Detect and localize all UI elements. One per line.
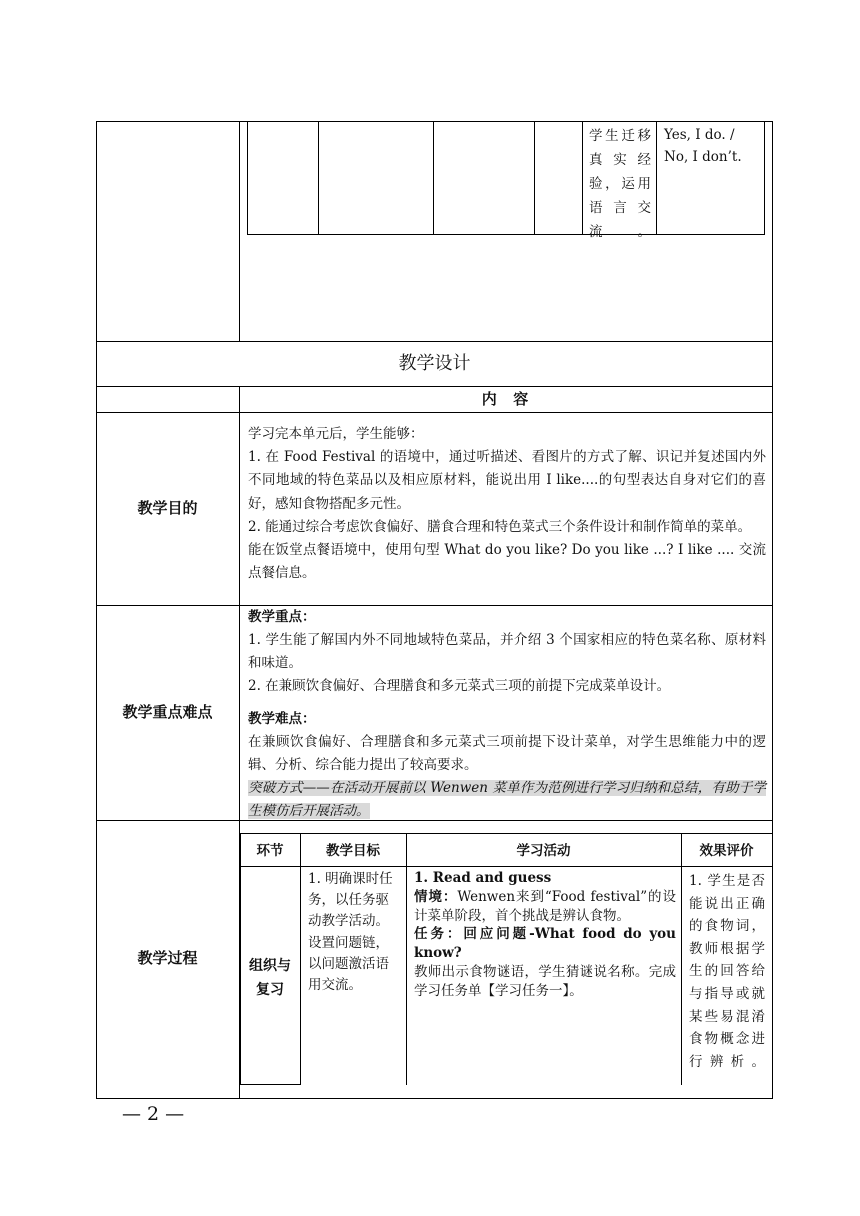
activity-cell — [414, 869, 676, 1001]
activity-context-text: Wenwen来到“Food festival”的设计菜单阶段，首个挑战是辨认食物。 — [414, 888, 676, 924]
objectives-label: 教学目的 — [137, 499, 198, 517]
cell-transfer-experience: 学生迁移真实经验，运用语言交流。 — [589, 128, 651, 240]
evaluation-cell: 1. 学生是否能说出正确的食物词，教师根据学生的回答给与指导或就某些易混淆食物概念进行辨析。 — [689, 873, 765, 1070]
activity-text: 教师出示食物谜语，学生猜谜说名称。完成学习任务单【学习任务一】。 — [414, 963, 676, 999]
header-goal: 教学目标 — [326, 843, 380, 859]
objectives-line-3: 能在饭堂点餐语境中，使用句型 What do you like? Do you like ...? I like .... 交流点餐信息。 — [248, 542, 766, 582]
objectives-line-0: 学习完本单元后，学生能够： — [248, 426, 424, 442]
header-stage: 环节 — [256, 843, 284, 859]
key-point-2: 2. 在兼顾饮食偏好、合理膳食和多元菜式三项的前提下完成菜单设计。 — [248, 678, 671, 694]
key-point-1: 1. 学生能了解国内外不同地域特色菜品，并介绍 3 个国家相应的特色菜名称、原材料和味道。 — [248, 632, 766, 671]
objectives-line-2: 2. 能通过综合考虑饮食偏好、膳食合理和特色菜式三个条件设计和制作简单的菜单。 — [248, 518, 752, 535]
activity-context — [414, 888, 676, 926]
objectives-content — [248, 423, 766, 585]
stage-cell: 组织与复习 — [249, 958, 291, 998]
difficult-points-text: 在兼顾饮食偏好、合理膳食和多元菜式三项前提下设计菜单，对学生思维能力中的逻辑、分析、综合能力提出了较高要求。 — [248, 734, 766, 773]
breakthrough-highlight: 突破方式——在活动开展前以 Wenwen 菜单作为范例进行学习归纳和总结，有助于学生模仿后开展活动。 — [248, 780, 766, 819]
content-header: 内 容 — [481, 390, 531, 408]
header-activity: 学习活动 — [516, 843, 571, 859]
goal-cell: 1. 明确课时任务，以任务驱动教学活动。设置问题链，以问题激活语用交流。 — [308, 871, 393, 994]
process-label: 教学过程 — [137, 949, 198, 967]
key-points-content — [248, 606, 766, 823]
activity-title: 1. Read and guess — [414, 870, 552, 886]
section-title: 教学设计 — [398, 353, 471, 374]
breakthrough-method — [248, 777, 766, 823]
header-evaluation: 效果评价 — [699, 843, 754, 859]
page-number: — 2 — — [122, 1103, 185, 1125]
difficult-points-title: 教学难点： — [248, 711, 316, 727]
activity-task: 任务：回应问题-What food do you know? — [414, 926, 676, 962]
key-points-label: 教学重点难点 — [122, 703, 213, 721]
activity-context-label: 情境： — [414, 888, 458, 905]
key-points-title: 教学重点： — [248, 609, 316, 625]
cell-yes-no-answer: Yes, I do. / No, I don’t. — [664, 127, 742, 165]
objectives-line-1: 1. 在 Food Festival 的语境中，通过听描述、看图片的方式了解、识记并复述国内外不同地域的特色菜品以及相应原材料，能说出用 I like....的句型表达自身对它们的喜好，感知食物搭配多元性。 — [248, 449, 766, 512]
